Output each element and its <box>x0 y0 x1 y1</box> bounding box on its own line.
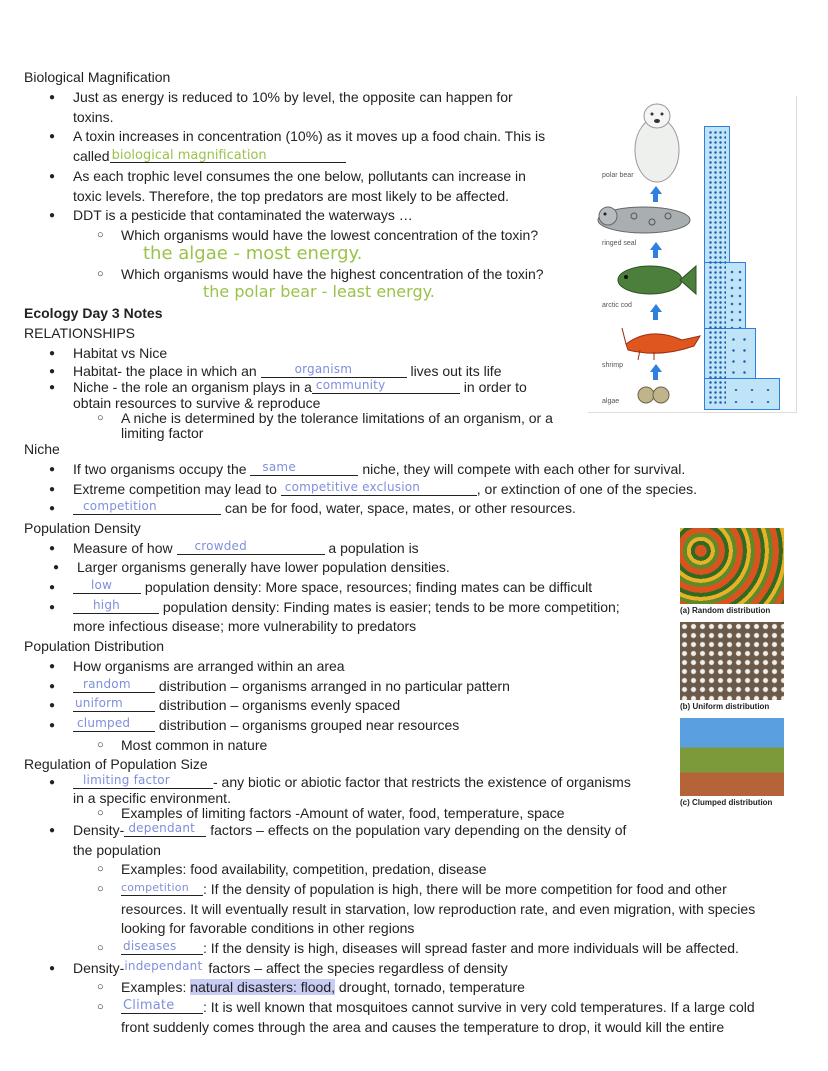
text-fragment: Niche - the role an organism plays in a <box>73 379 312 395</box>
question-text: ○ Which organisms would have the lowest concentration of the toxin? <box>121 227 538 244</box>
handwritten-answer: the algae - most energy. <box>143 243 363 264</box>
bullet-label: called <box>73 148 110 164</box>
text-fragment: : If the density of population is high, there will be more competition for food and other <box>203 881 727 897</box>
bullet-text <box>73 379 527 396</box>
arrow-up-icon <box>650 242 662 250</box>
section-heading-population-distribution: Population Distribution <box>24 638 165 654</box>
sub-bullet-text <box>121 979 525 996</box>
sub-bullet-text: ○ Examples of limiting factors -Amount of water, food, temperature, space <box>121 805 565 822</box>
question-text: ○ Which organisms would have the highest concentration of the toxin? <box>121 266 544 283</box>
text-fragment: Habitat- the place in which an <box>73 363 257 379</box>
text-fragment: Density- <box>73 960 125 976</box>
arrow-stem <box>653 312 658 320</box>
photo-caption: (a) Random distribution <box>680 606 771 615</box>
bullet-text <box>73 500 576 517</box>
bullet-text <box>73 717 459 734</box>
answer-blank <box>73 774 213 789</box>
algae-icon <box>636 384 672 406</box>
bullet-text <box>73 461 685 478</box>
bullet-text <box>73 774 631 791</box>
bullet-text: ● Just as energy is reduced to 10% by level, the opposite can happen for <box>73 89 513 106</box>
answer-blank <box>73 717 155 732</box>
photo-caption: (c) Clumped distribution <box>680 798 773 807</box>
answer-blank <box>73 579 141 594</box>
figure-label: shrimp <box>602 362 624 369</box>
handwritten-answer: ● clumped <box>77 716 131 730</box>
bullet-text <box>73 678 510 695</box>
highlighted-text: natural disasters: flood, <box>190 979 335 995</box>
text-fragment: Extreme competition may lead to <box>73 481 277 497</box>
handwritten-answer: dependant <box>128 821 196 835</box>
section-heading-population-density: Population Density <box>24 520 141 536</box>
sub-bullet-text <box>121 881 727 898</box>
bullet-text <box>73 599 620 616</box>
bullet-text <box>73 579 592 596</box>
sub-bullet-text-cont: resources. It will eventually result in starvation, low reproduction rate, and even migration, with species <box>121 901 756 917</box>
answer-blank <box>121 999 203 1014</box>
text-fragment: factors – affect the species regardless of density <box>208 960 508 976</box>
bullet-text <box>73 960 508 977</box>
handwritten-answer: crowded <box>194 539 247 553</box>
sub-bullet-text: ○ Most common in nature <box>121 737 267 754</box>
answer-blank <box>261 363 407 378</box>
section-heading-relationships: RELATIONSHIPS <box>24 325 135 341</box>
arrow-up-icon <box>650 364 662 372</box>
handwritten-answer: ● low <box>91 578 113 592</box>
sub-bullet-text-cont: looking for favorable conditions in other regions <box>121 920 415 936</box>
bullet-text-cont <box>73 148 346 165</box>
text-fragment: distribution – organisms evenly spaced <box>158 697 401 713</box>
handwritten-answer: ○ competition <box>121 881 189 894</box>
text-fragment: distribution – organisms grouped near resources <box>158 717 460 733</box>
bullet-text <box>73 540 419 557</box>
random-distribution-photo <box>680 528 784 604</box>
handwritten-answer: ● limiting factor <box>83 773 170 787</box>
arrow-up-icon <box>650 304 662 312</box>
bullet-text: ● How organisms are arranged within an area <box>73 658 345 675</box>
answer-blank <box>73 678 155 693</box>
answer-blank <box>73 500 221 515</box>
handwritten-answer: competitive exclusion <box>284 480 421 494</box>
clumped-distribution-photo <box>680 718 784 796</box>
bullet-text-cont: more infectious disease; more vulnerability to predators <box>73 618 417 634</box>
page-title: Ecology Day 3 Notes <box>24 305 163 321</box>
handwritten-answer: independant <box>124 959 203 973</box>
text-fragment: can be for food, water, space, mates, or other resources. <box>224 500 576 516</box>
handwritten-answer: ● high <box>93 598 120 612</box>
toxin-dots <box>728 334 752 376</box>
bullet-text <box>73 822 626 839</box>
answer-blank <box>121 940 203 955</box>
answer-blank <box>110 148 346 163</box>
handwritten-answer: organism <box>294 362 353 376</box>
sub-bullet-text: ○ A niche is determined by the tolerance limitations of an organism, or a <box>121 410 553 427</box>
text-fragment: drought, tornado, temperature <box>335 979 525 995</box>
text-fragment: niche, they will compete with each other for survival. <box>362 461 686 477</box>
text-fragment: distribution – organisms arranged in no particular pattern <box>158 678 510 694</box>
polar-bear-icon <box>628 100 686 184</box>
bullet-text: ● As each trophic level consumes the one below, pollutants can increase in <box>73 168 526 185</box>
section-heading-biological-magnification: Biological Magnification <box>24 69 171 85</box>
text-fragment: in order to <box>463 379 527 395</box>
text-fragment: , or extinction of one of the species. <box>476 481 698 497</box>
answer-blank <box>73 599 159 614</box>
handwritten-answer: community <box>315 378 386 392</box>
arrow-up-icon <box>650 186 662 194</box>
answer-blank <box>73 697 155 712</box>
bullet-text-cont: toxins. <box>73 109 114 125</box>
answer-blank <box>177 540 325 555</box>
sub-bullet-text-cont: limiting factor <box>121 425 204 441</box>
answer-blank <box>312 379 460 394</box>
text-fragment: If two organisms occupy the <box>73 461 247 477</box>
sub-bullet-text: ○ Examples: food availability, competition, predation, disease <box>121 861 487 878</box>
handwritten-answer: ● competition <box>83 499 157 513</box>
arrow-stem <box>653 372 658 380</box>
bullet-text: ● DDT is a pesticide that contaminated the waterways … <box>73 207 413 224</box>
text-fragment: factors – effects on the population vary depending on the density of <box>210 822 627 838</box>
bullet-text <box>73 363 502 380</box>
handwritten-answer: ● uniform <box>75 696 123 710</box>
text-fragment: Measure of how <box>73 540 173 556</box>
section-heading-niche: Niche <box>24 441 60 457</box>
photo-caption: (b) Uniform distribution <box>680 702 770 711</box>
handwritten-answer: ○ diseases <box>123 939 177 953</box>
figure-label: polar bear <box>602 172 634 179</box>
figure-label: algae <box>602 398 620 405</box>
shrimp-icon <box>620 322 704 362</box>
handwritten-answer: ○ Climate <box>123 998 175 1013</box>
toxin-dots <box>728 384 776 406</box>
arctic-cod-icon <box>612 260 698 300</box>
uniform-distribution-photo <box>680 622 784 700</box>
answer-blank <box>281 481 477 496</box>
bullet-text-cont: in a specific environment. <box>73 790 231 806</box>
bullet-text-cont: obtain resources to survive & reproduce <box>73 395 321 411</box>
sub-bullet-text <box>121 999 755 1016</box>
food-chain-figure <box>588 96 797 413</box>
sub-bullet-text-cont: front suddenly comes through the area and causes the temperature to drop, it would kill the entire <box>121 1019 725 1035</box>
bullet-text-cont: the population <box>73 842 161 858</box>
sub-bullet-text <box>121 940 739 957</box>
text-fragment: : If the density is high, diseases will spread faster and more individuals will be affected. <box>203 940 739 956</box>
text-fragment: lives out its life <box>410 363 502 379</box>
arrow-stem <box>653 250 658 258</box>
text-fragment: : It is well known that mosquitoes cannot survive in very cold temperatures. If a large cold <box>203 999 755 1015</box>
section-heading-regulation: Regulation of Population Size <box>24 756 208 772</box>
arrow-stem <box>653 194 658 202</box>
text-fragment: population density: More space, resources; finding mates can be difficult <box>144 579 593 595</box>
answer-blank <box>121 881 203 896</box>
bullet-text-cont: toxic levels. Therefore, the top predators are most likely to be affected. <box>73 188 510 204</box>
answer-blank <box>250 461 358 476</box>
handwritten-answer: ● random <box>83 677 131 691</box>
figure-label: ringed seal <box>602 240 637 247</box>
handwritten-answer: same <box>262 460 296 474</box>
figure-label: arctic cod <box>602 302 632 309</box>
toxin-dots <box>708 130 726 405</box>
bullet-text <box>73 697 400 714</box>
text-fragment: a population is <box>328 540 419 556</box>
text-fragment: - any biotic or abiotic factor that restricts the existence of organisms <box>213 774 631 790</box>
answer-blank <box>124 960 208 975</box>
ringed-seal-icon <box>594 202 698 236</box>
handwritten-answer: biological magnification <box>111 148 267 163</box>
bullet-text: ● Larger organisms generally have lower population densities. <box>77 559 450 576</box>
answer-blank <box>124 822 206 837</box>
bullet-text <box>73 481 697 498</box>
bullet-text: ● Habitat vs Nice <box>73 345 167 362</box>
bullet-text: ● A toxin increases in concentration (10%) as it moves up a food chain. This is <box>73 128 545 145</box>
text-fragment: Density- <box>73 822 125 838</box>
handwritten-answer: the polar bear - least energy. <box>203 282 435 301</box>
text-fragment: Examples: <box>121 979 191 995</box>
toxin-dots <box>728 268 744 328</box>
text-fragment: population density: Finding mates is easier; tends to be more competition; <box>162 599 620 615</box>
